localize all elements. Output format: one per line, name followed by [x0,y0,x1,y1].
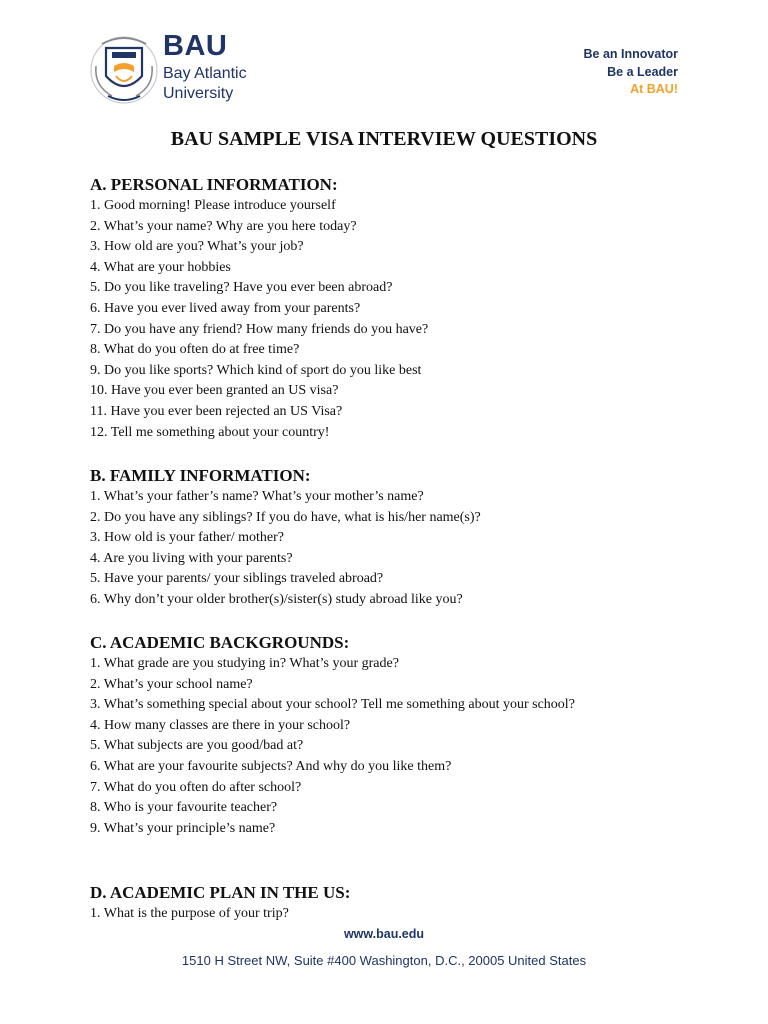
footer-address: 1510 H Street NW, Suite #400 Washington, D.C., 20005 United States [181,953,587,968]
section-heading: A. PERSONAL INFORMATION: [90,175,338,194]
question-item: 3. How old are you? What’s your job? [90,239,304,255]
question-item: 6. Why don’t your older brother(s)/sister(s) study abroad like you? [90,591,463,607]
question-item: 5. What subjects are you good/bad at? [90,738,304,754]
question-item: 2. Do you have any siblings? If you do have, what is his/her name(s)? [90,509,481,525]
section-heading: D. ACADEMIC PLAN IN THE US: [90,883,351,902]
letterhead [0,0,768,120]
tagline [584,46,678,99]
question-item: 1. What’s your father’s name? What’s your mother’s name? [90,489,424,504]
brand-line-1: Bay Atlantic [163,65,247,82]
question-item: 9. Do you like sports? Which kind of sport do you like best [90,362,422,378]
question-list [90,487,710,611]
question-item: 5. Have your parents/ your siblings traveled abroad? [90,571,384,587]
question-item: 1. Good morning! Please introduce yourself [90,198,336,213]
question-item: 6. Have you ever lived away from your parents? [90,300,361,316]
university-crest-logo [88,30,160,106]
question-item: 4. What are your hobbies [90,259,231,275]
section-heading: B. FAMILY INFORMATION: [90,466,311,485]
question-item: 7. Do you have any friend? How many friends do you have? [90,321,429,337]
question-item: 8. What do you often do at free time? [90,342,300,358]
question-list [90,654,710,839]
question-item: 9. What’s your principle’s name? [90,820,276,836]
brand-line-2: University [163,85,234,102]
tagline-line-1: Be an Innovator [583,47,678,61]
question-item: 10. Have you ever been granted an US visa? [90,383,339,399]
brand-subtitle [163,64,247,104]
question-item: 3. What’s something special about your school? Tell me something about your school? [90,697,575,713]
footer-website-link[interactable]: www.bau.edu [343,927,425,941]
tagline-line-3: At BAU! [630,82,678,96]
brand-name: BAU [163,30,228,62]
question-item: 8. Who is your favourite teacher? [90,800,278,816]
question-item: 12. Tell me something about your country! [90,424,330,440]
question-item: 1. What is the purpose of your trip? [90,906,289,921]
question-item: 7. What do you often do after school? [90,779,302,795]
section-family-information [90,465,710,611]
section-academic-backgrounds [90,632,710,839]
tagline-line-2: Be a Leader [607,64,678,79]
question-list [90,196,710,443]
question-item: 3. How old is your father/ mother? [90,530,285,546]
question-item: 11. Have you ever been rejected an US Visa? [90,403,343,419]
question-item: 1. What grade are you studying in? What’s your grade? [90,656,399,671]
document-title: BAU SAMPLE VISA INTERVIEW QUESTIONS [170,128,598,150]
section-academic-plan [90,882,710,925]
question-list [90,904,710,925]
question-item: 4. How many classes are there in your school? [90,717,351,733]
question-item: 2. What’s your school name? [90,676,253,692]
question-item: 2. What’s your name? Why are you here today? [90,218,357,234]
section-personal-information [90,174,710,443]
question-item: 4. Are you living with your parents? [90,550,293,566]
section-heading: C. ACADEMIC BACKGROUNDS: [90,633,350,652]
question-item: 5. Do you like traveling? Have you ever been abroad? [90,280,393,296]
question-item: 6. What are your favourite subjects? And why do you like them? [90,758,452,774]
